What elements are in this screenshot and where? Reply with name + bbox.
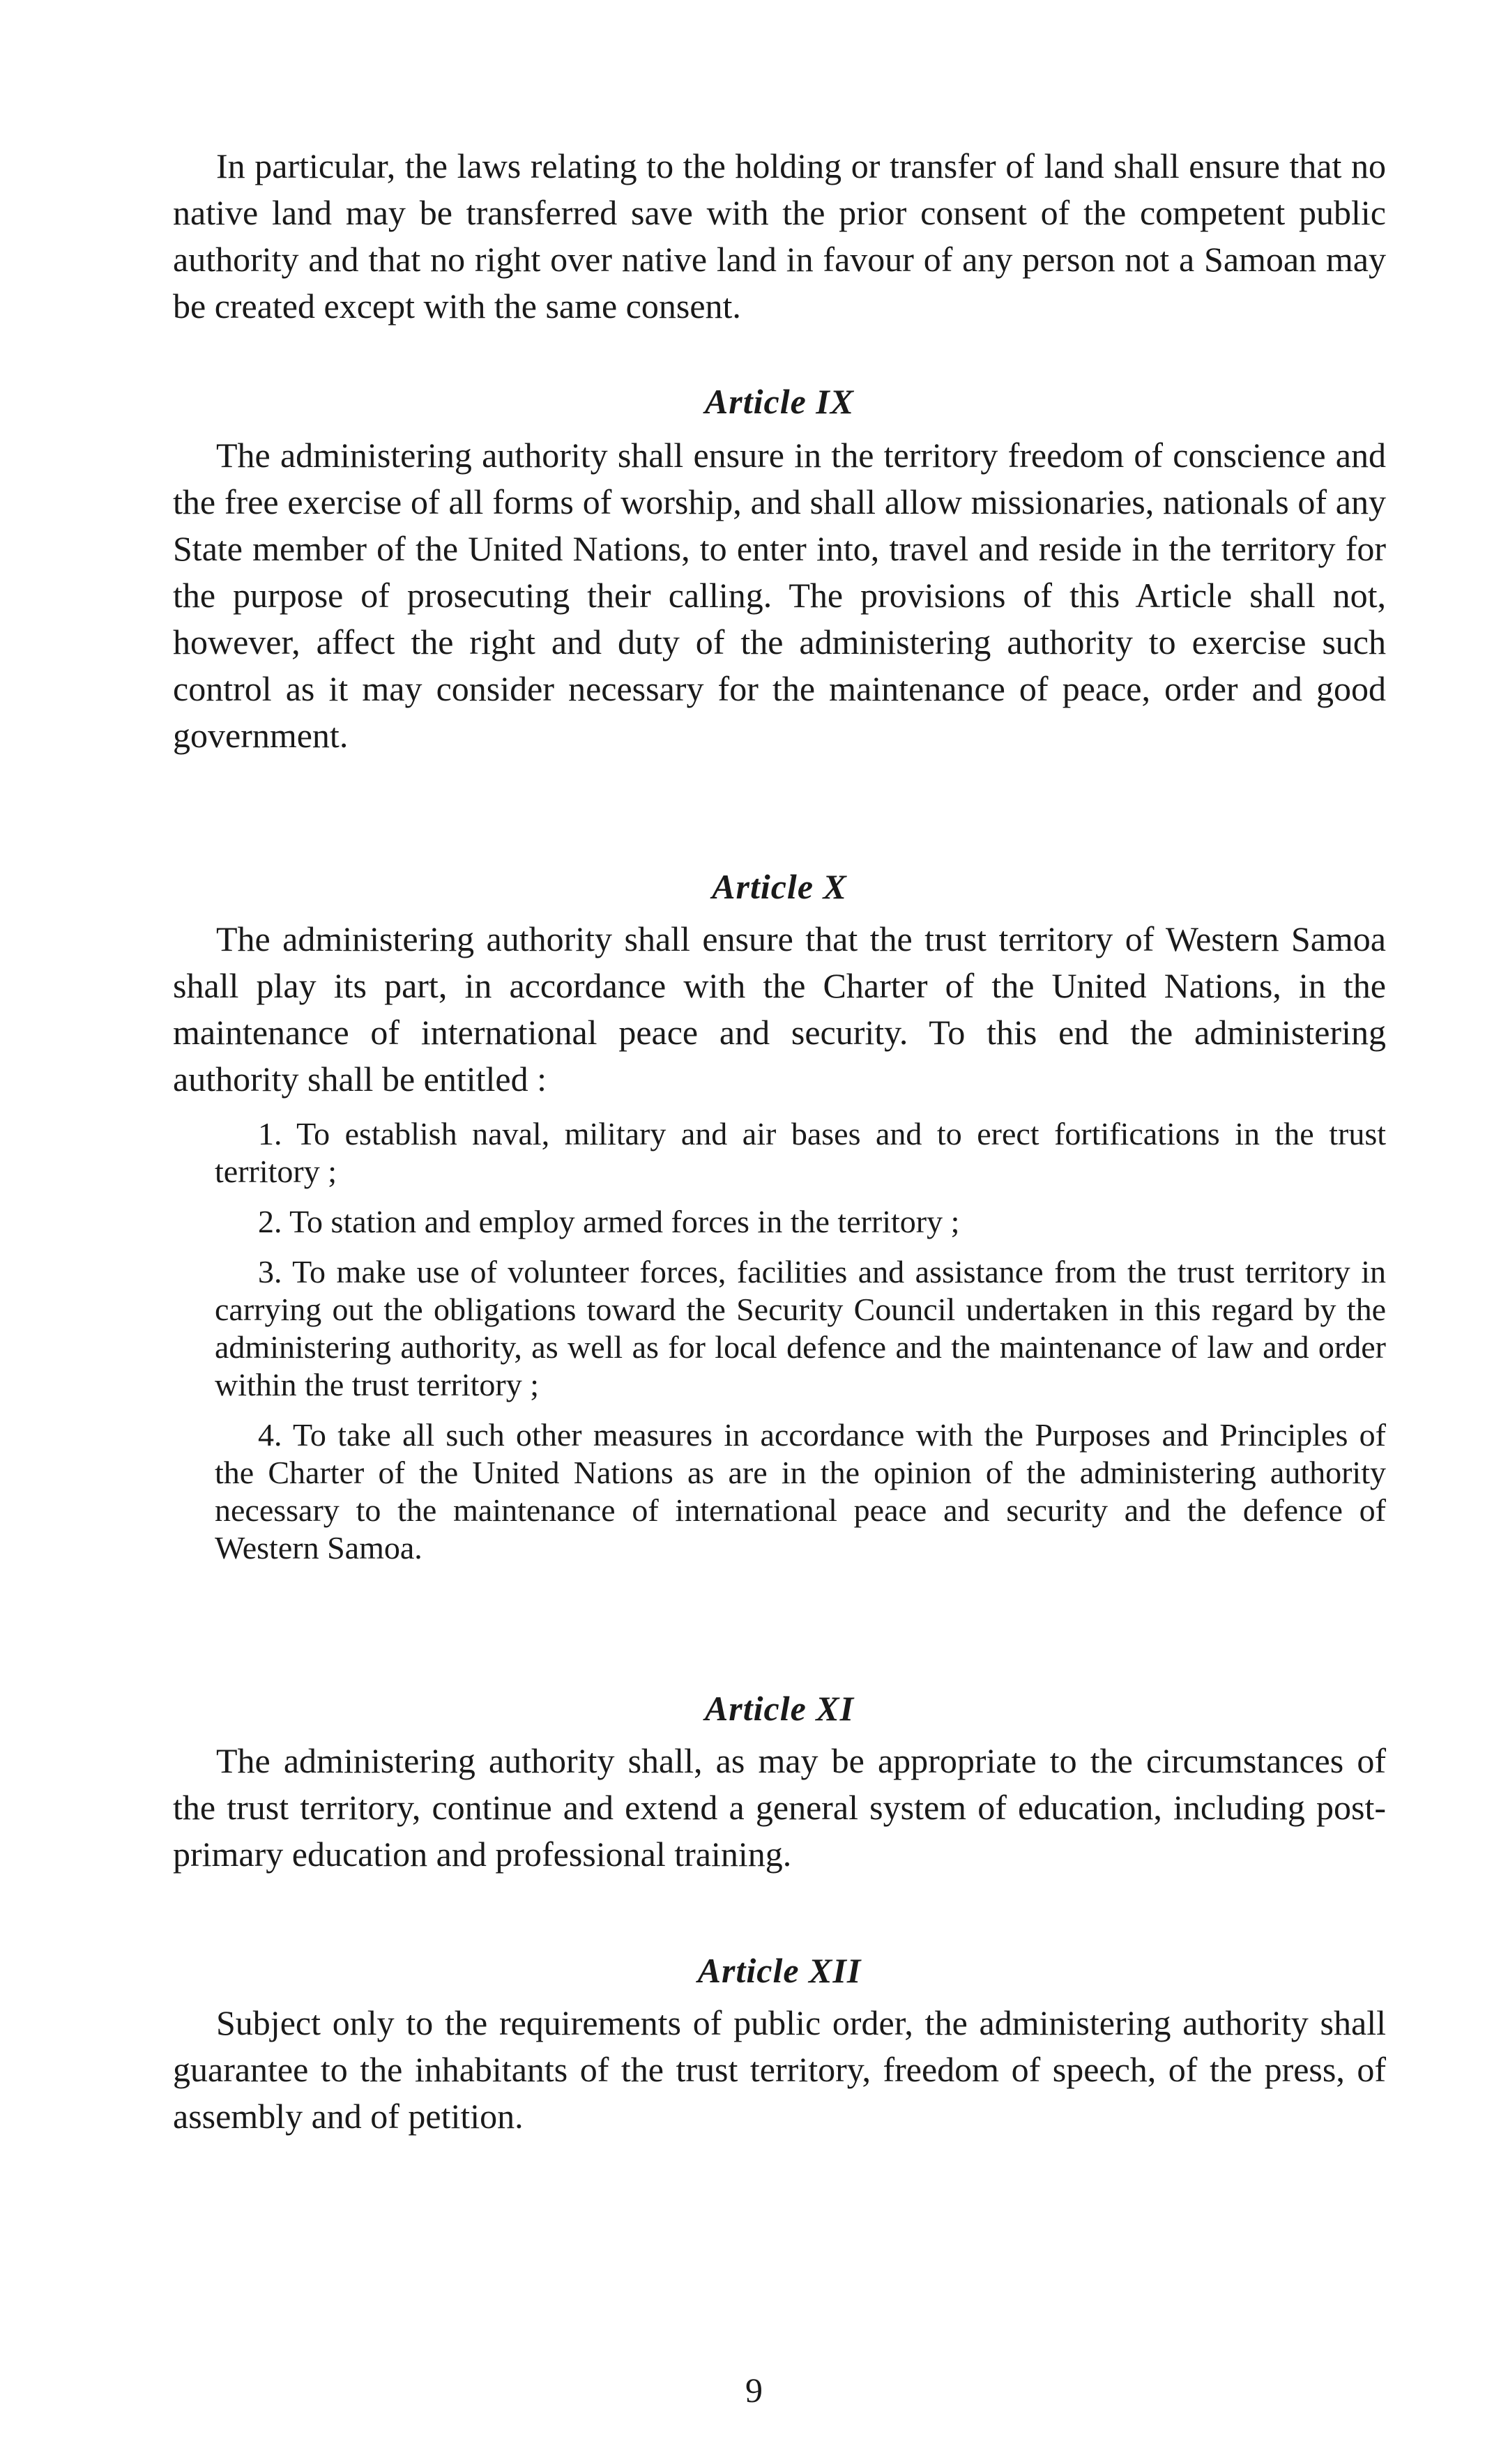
article-10-paragraph: The administering authority shall ensure that the trust territory of Western Samoa shall play its part, in accordance with the Charter of the United Nations, in the maintenance of international peace and security. To this end the administering authority shall be entitled : — [173, 919, 1386, 1099]
article-12-paragraph: Subject only to the requirements of public order, the administering authority shall guarantee to the inhabitants of the trust territory, freedom of speech, of the press, of assembly and of petition. — [173, 2003, 1386, 2136]
document-page — [173, 143, 1386, 2140]
article-10-heading: Article X — [712, 867, 847, 906]
article-11-heading: Article XI — [704, 1689, 855, 1728]
article-10-item-1: 1. To establish naval, military and air bases and to erect fortifications in the trust territory ; — [215, 1116, 1386, 1189]
article-10-item-3: 3. To make use of volunteer forces, facilities and assistance from the trust territory in carrying out the obligations toward the Security Council undertaken in this regard by the administering authority, as well as for local defence and the maintenance of law and order within the trust territory ; — [215, 1254, 1386, 1402]
article-11-paragraph: The administering authority shall, as may be appropriate to the circumstances of the trust territory, continue and extend a general system of education, including post-primary education and professional training. — [173, 1741, 1386, 1874]
article-10-item-2: 2. To station and employ armed forces in the territory ; — [258, 1204, 960, 1239]
article-9-heading: Article IX — [704, 382, 855, 421]
article-12-heading: Article XII — [697, 1951, 862, 1990]
page-number: 9 — [745, 2371, 763, 2410]
article-10-item-4: 4. To take all such other measures in accordance with the Purposes and Principles of the Charter of the United Nations as are in the opinion of the administering authority necessary to the maintenance of international peace and security and the defence of Western Samoa. — [215, 1417, 1386, 1566]
article-9-paragraph: The administering authority shall ensure in the territory freedom of conscience and the free exercise of all forms of worship, and shall allow missionaries, nationals of any State member of the United Nations, to enter into, travel and reside in the territory for the purpose of prosecuting their calling. The provisions of this Article shall not, however, affect the right and duty of the administering authority to exercise such control as it may consider necessary for the maintenance of peace, order and good government. — [173, 436, 1386, 755]
intro-paragraph: In particular, the laws relating to the holding or transfer of land shall ensure that no native land may be transferred save with the prior consent of the competent public authority and that no right over native land in favour of any person not a Samoan may be created except with the same consent. — [173, 146, 1386, 326]
